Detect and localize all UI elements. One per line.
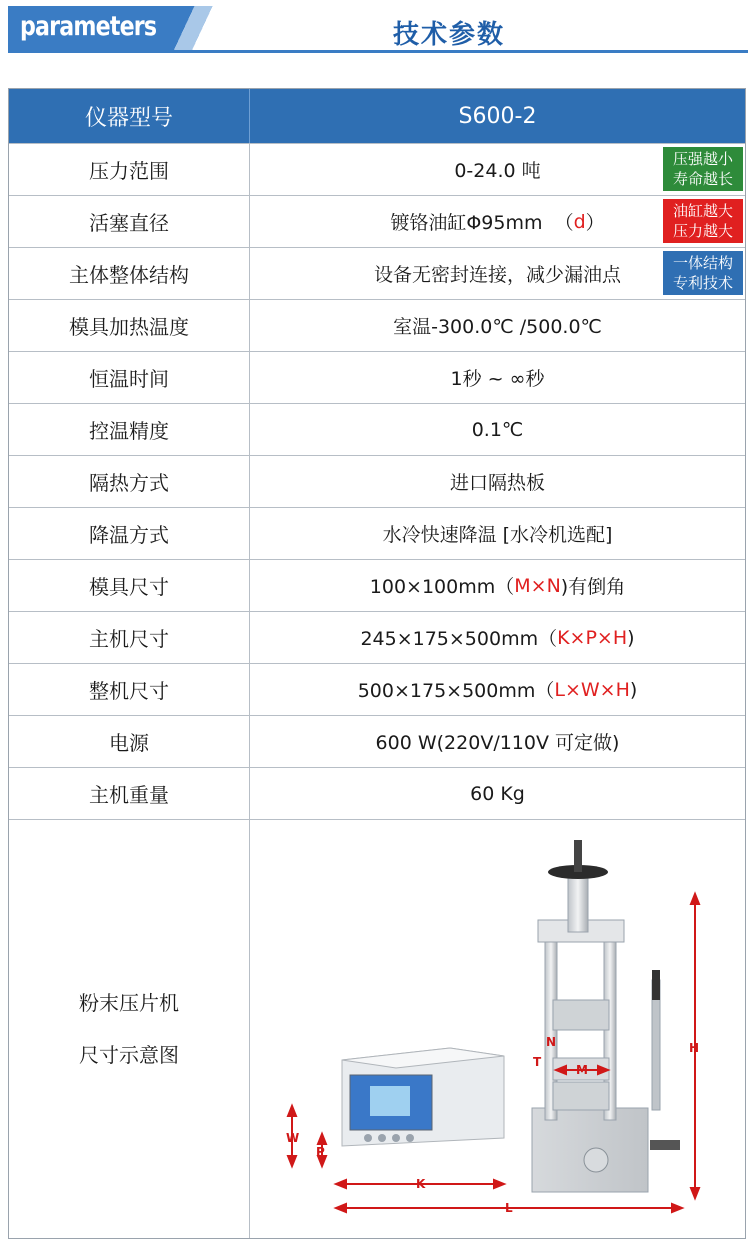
row-label: 主机重量 — [9, 768, 250, 819]
row-value-text: 设备无密封连接，减少漏油点 — [373, 264, 621, 286]
row-value-text: ) — [629, 678, 638, 701]
info-badge — [663, 251, 743, 295]
row-value — [250, 612, 745, 663]
model-value: S600-2 — [458, 103, 537, 129]
badge-line: 寿命越长 — [672, 170, 733, 188]
model-label: 仪器型号 — [9, 89, 250, 143]
table-row — [9, 767, 745, 819]
row-value-text: ） — [585, 212, 605, 234]
table-header-row — [9, 89, 745, 143]
row-value: 60 Kg — [470, 782, 525, 805]
row-label: 主体整体结构 — [9, 248, 250, 299]
row-value: 室温-300.0℃ /500.0℃ — [393, 316, 602, 338]
spec-table — [8, 88, 746, 1239]
badge-line: 一体结构 — [672, 254, 733, 272]
info-badge — [663, 199, 743, 243]
row-value-highlight: M×N — [514, 574, 561, 597]
row-value: 进口隔热板 — [449, 472, 545, 494]
row-label: 降温方式 — [9, 508, 250, 559]
header-english-label: parameters — [20, 11, 157, 42]
table-row — [9, 559, 745, 611]
row-value-highlight: L×W×H — [554, 678, 630, 701]
badge-line: 油缸越大 — [672, 202, 733, 220]
row-value-highlight: d — [573, 210, 586, 233]
diagram-label — [9, 820, 250, 1238]
row-value-text: 245×175×500mm（ — [360, 628, 558, 650]
header-slant-decoration — [158, 6, 258, 52]
dim-label-H: H — [689, 1041, 700, 1055]
row-label: 电源 — [9, 716, 250, 767]
press-dimension-diagram — [250, 820, 746, 1238]
badge-line: 压力越大 — [672, 222, 733, 240]
table-row — [9, 507, 745, 559]
row-value — [250, 664, 745, 715]
row-value: 水冷快速降温 [水冷机选配] — [382, 524, 613, 546]
table-row — [9, 299, 745, 351]
dim-label-N: N — [546, 1035, 557, 1049]
row-label: 压力范围 — [9, 144, 250, 195]
row-value-text: 0-24.0 吨 — [454, 160, 541, 182]
row-value — [250, 196, 745, 247]
section-header — [8, 6, 748, 56]
table-row — [9, 195, 745, 247]
diagram-row — [9, 819, 745, 1238]
row-label: 控温精度 — [9, 404, 250, 455]
dim-label-P: P — [316, 1145, 325, 1159]
table-row — [9, 611, 745, 663]
table-row — [9, 715, 745, 767]
row-value-text: 500×175×500mm（ — [357, 680, 555, 702]
row-label: 模具加热温度 — [9, 300, 250, 351]
table-row — [9, 143, 745, 195]
diagram-cell — [250, 820, 745, 1238]
row-value-text: 100×100mm（ — [369, 576, 515, 598]
row-label: 模具尺寸 — [9, 560, 250, 611]
diagram-label-line: 尺寸示意图 — [79, 1043, 179, 1067]
dim-label-K: K — [416, 1177, 426, 1191]
row-value — [250, 248, 745, 299]
page-title: 技术参数 — [393, 20, 506, 50]
table-row — [9, 455, 745, 507]
press-unit — [532, 840, 680, 1192]
table-row — [9, 663, 745, 715]
row-label: 隔热方式 — [9, 456, 250, 507]
row-value — [250, 144, 745, 195]
table-row — [9, 351, 745, 403]
dim-label-T: T — [533, 1055, 542, 1069]
controller-unit — [342, 1048, 504, 1146]
row-value — [250, 560, 745, 611]
row-value-highlight: K×P×H — [557, 626, 628, 649]
header-underline — [8, 50, 748, 53]
table-row — [9, 247, 745, 299]
row-label: 主机尺寸 — [9, 612, 250, 663]
row-value: 0.1℃ — [471, 418, 524, 441]
table-row — [9, 403, 745, 455]
dim-label-W: W — [286, 1131, 300, 1145]
badge-line: 专利技术 — [672, 274, 733, 292]
row-value-text: 镀铬油缸Φ95mm （ — [390, 212, 574, 234]
info-badge — [663, 147, 743, 191]
diagram-label-line: 粉末压片机 — [79, 991, 179, 1015]
dim-label-M: M — [576, 1063, 588, 1077]
row-value: 1秒 ~ ∞秒 — [450, 368, 545, 390]
row-value-text: )有倒角 — [560, 576, 626, 598]
dim-label-L: L — [505, 1201, 513, 1215]
badge-line: 压强越小 — [672, 150, 733, 168]
row-value: 600 W(220V/110V 可定做) — [375, 732, 620, 754]
row-label: 整机尺寸 — [9, 664, 250, 715]
row-value-text: ) — [627, 626, 635, 649]
row-label: 活塞直径 — [9, 196, 250, 247]
row-label: 恒温时间 — [9, 352, 250, 403]
